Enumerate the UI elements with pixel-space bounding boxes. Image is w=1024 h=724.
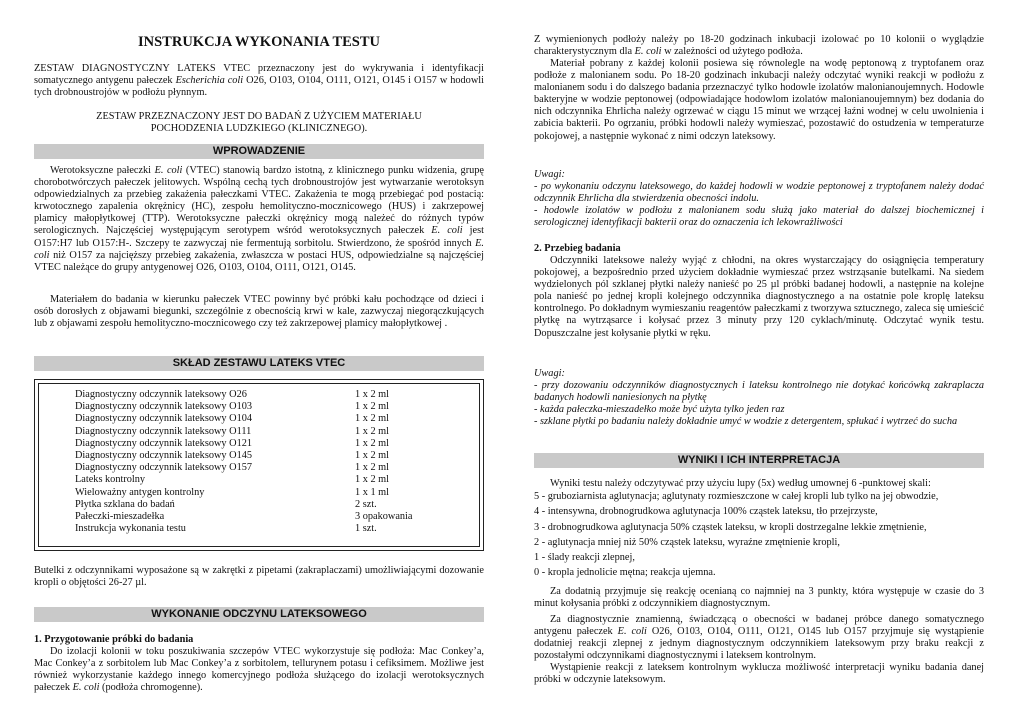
kit-item-row [75,499,455,512]
kit-item-name: Pałeczki-mieszadełka [75,511,165,522]
positive-criteria: Za dodatnią przyjmuje się reakcję ocenianą co najmniej na 3 punkty, która występuje w czasie do 3 minut kołysania próbki z odczynnikiem diagnostycznym. [534,586,984,610]
scale-item: 5 - gruboziarnista aglutynacja; aglutynaty rozmieszczone w całej kropli lub tylko na jej obwodzie, [534,491,939,502]
kit-item-quantity: 3 opakowania [355,511,413,522]
kit-item-row [75,511,455,524]
bottles-note: Butelki z odczynnikami wyposażone są w zakrętki z pipetami (zakraplaczami) umożliwiającymi dozowanie kropli o objętości 26-27 µl. [34,565,484,589]
scale-item: 2 - aglutynacja mniej niż 50% cząstek lateksu, wyraźne zmętnienie kropli, [534,536,840,548]
note-1a: - po wykonaniu odczynu lateksowego, do każdej hodowli w wodzie peptonowej z tryptofanem należy dodać odczynnik Ehrlicha dla stwierdzenia obecności indolu. [534,181,984,205]
kit-item-row [75,401,455,414]
note-2b: - każda pałeczka-mieszadełko może być użyta tylko jeden raz [534,404,785,415]
control-note: Wystąpienie reakcji z lateksem kontrolnym wyklucza możliwość interpretacji wyniku badania danej próbki w odczynie lateksowym. [534,662,984,686]
notes-label-1: Uwagi: [534,169,565,180]
kit-item-row [75,438,455,451]
section-header-kit: SKŁAD ZESTAWU LATEKS VTEC [34,356,484,371]
kit-item-name: Diagnostyczny odczynnik lateksowy O157 [75,462,253,474]
kit-item-name: Lateks kontrolny [75,474,146,486]
procedure-paragraph: Odczynniki lateksowe należy wyjąć z chłodni, na okres wystarczający do osiągnięcia temperatury pokojowej, a bezpośrednio przed użyciem dokładnie wymieszać przez wstrząsanie butelkami. Na siedem wydzielonych pól szklanej płytki należy nanieść po 25 µl próbki badanej hodowli, a następnie na kolejne pola nanieść po jednej kropli kolejnego odczynnika diagnostycznego a na ostatnie pole kroplę lateksu kontrolnego. Po dokładnym wymieszaniu reagentów pałeczkami z tworzywa sztucznego, zaleca się umieścić płytkę na wytrząsarce i kołysać przez 3 minuty przy 120 cyklach/minutę. Odczytać wynik testu. Dopuszczalne jest kołysanie płytki w ręku. [534,255,984,339]
kit-item-row [75,462,455,475]
scale-item: 0 - kropla jednolicie mętna; reakcja ujemna. [534,567,716,579]
right-paragraph-1: Z wymienionych podłoży należy po 18-20 godzinach inkubacji izolować po 10 kolonii o wyglądzie charakterystycznym dla E. coli w zależności od użytego podłoża. [534,34,984,58]
diagnostic-criteria: Za diagnostycznie znamienną, świadczącą o obecności w badanej próbce danego somatycznego antygenu pałeczek E. coli O26, O103, O104, O111, O121, O145 lub O157 przyjmuje się wystąpienie dodatniej reakcji zlepnej z jednym diagnostycznym odczynnikiem lateksowym przy braku reakcji z pozostałymi odczynnikami diagnostycznymi i lateksem kontrolnym. [534,614,985,662]
intro-paragraph-1: Werotoksyczne pałeczki E. coli (VTEC) stanowią bardzo istotną, z klinicznego punku widzenia, grupę chorobotwórczych pałeczek jelitowych. Wspólną cechą tych drobnoustrojów jest wytwarzanie werotoksyn odpowiedzialnych za przebieg zakażenia pałeczkami VTEC. Zakażenia te mogą przebiegać pod postacią: krwotocznego zapalenia okrężnicy (HC), zespołu hemolityczno-mocznicowego (HUS) i zakrzepowej plamicy małopłytkowej (TTP). Werotoksyczne pałeczki okrężnicy mogą należeć do różnych typów serologicznych. Najczęściej występującym serotypem wśród werotoksycznych pałeczek E. coli jest O157:H7 lub O157:H-. Szczepy te zazwyczaj nie fermentują sorbitolu. Stwierdzono, że spośród innych E. coli niż O157 za najcięższy przebieg zakażenia, zwłaszcza w postaci HUS, odpowiedzialne są najczęściej VTEC należące do grupy antygenowej O26, O103, O104, O111, O121, O145. [34,165,484,273]
results-intro: Wyniki testu należy odczytywać przy użyciu lupy (5x) według umownej 6 -punktowej skali: [550,478,931,489]
scale-item: 4 - intensywna, drobnogrudkowa aglutynacja 100% cząstek lateksu, tło przejrzyste, [534,506,878,518]
kit-item-quantity: 1 x 2 ml [355,450,390,461]
kit-item-name: Diagnostyczny odczynnik lateksowy O104 [75,413,253,425]
kit-item-name: Diagnostyczny odczynnik lateksowy O145 [75,450,253,461]
section-header-results: WYNIKI I ICH INTERPRETACJA [534,453,984,468]
scale-item: 3 - drobnogrudkowa aglutynacja 50% cząstek lateksu, w kropli dostrzegalne lekkie zmętnienie, [534,521,927,533]
subsection-sample-prep: 1. Przygotowanie próbki do badania [34,634,194,645]
kit-item-quantity: 1 x 2 ml [355,401,390,413]
section-header-perform: WYKONANIE ODCZYNU LATEKSOWEGO [34,607,484,622]
kit-item-name: Diagnostyczny odczynnik lateksowy O103 [75,401,253,413]
kit-item-name: Płytka szklana do badań [75,498,175,510]
kit-item-quantity: 1 x 2 ml [355,437,390,449]
kit-item-row [75,413,455,426]
note-2c: - szklane płytki po badaniu należy dokładnie umyć w wodzie z detergentem, spłukać i wytrzeć do sucha [534,416,958,427]
kit-item-quantity: 1 x 1 ml [355,486,390,498]
kit-item-quantity: 1 szt. [355,523,377,535]
kit-item-row [75,523,455,536]
kit-item-name: Instrukcja wykonania testu [75,523,186,535]
kit-item-name: Diagnostyczny odczynnik lateksowy O121 [75,437,253,449]
kit-item-name: Diagnostyczny odczynnik lateksowy O111 [75,425,252,437]
scale-item: 1 - ślady reakcji zlepnej, [534,552,635,564]
kit-contents-box [34,379,484,551]
warning-text: ZESTAW PRZEZNACZONY JEST DO BADAŃ Z UŻYCIEM MATERIAŁU POCHODZENIA LUDZKIEGO (KLINICZNEGO). [96,111,422,135]
kit-item-row [75,389,455,402]
intro-paragraph-2: Materiałem do badania w kierunku pałeczek VTEC powinny być próbki kału pochodzące od dzieci i osób dorosłych z objawami biegunki, szczególnie z obecnością krwi w kale, zazwyczaj niegorączkujących lub z objawami zespołu hemolityczno-mocznicowego czy też zakrzepowej plamicy małopłytkowej . [34,294,484,330]
kit-item-row [75,487,455,500]
section-header-intro: WPROWADZENIE [34,144,484,159]
note-2a: - przy dozowaniu odczynników diagnostycznych i lateksu kontrolnego nie dotykać końcówką zakraplacza badanych hodowli naniesionych na płytkę [534,380,984,404]
kit-item-quantity: 2 szt. [355,498,377,510]
note-1b: - hodowle izolatów w podłożu z malonianem sodu służą jako materiał do dalszej biochemicznej i serologicznej identyfikacji bakterii oraz do oznaczenia ich lekowrażliwości [534,205,984,229]
notes-label-2: Uwagi: [534,368,565,379]
kit-item-row [75,450,455,463]
sample-prep-paragraph: Do izolacji kolonii w toku poszukiwania szczepów VTEC wykorzystuje się podłoża: Mac Conkey’a, Mac Conkey’a z sorbitolem lub Mac Conkey’a z sorbitolem, tellurynem potasu i cefiksimem. Możliwe jest również wykorzystanie każdego innego komercyjnego podłoża służącego do izolacji werotoksycznych pałeczek E. coli (podłoża chromogenne). [34,646,484,694]
kit-item-name: Diagnostyczny odczynnik lateksowy O26 [75,389,247,400]
kit-item-quantity: 1 x 2 ml [355,474,390,486]
document-title: INSTRUKCJA WYKONANIA TESTU [138,34,380,50]
subsection-procedure: 2. Przebieg badania [534,243,621,254]
kit-item-quantity: 1 x 2 ml [355,413,390,425]
kit-item-quantity: 1 x 2 ml [355,425,390,437]
kit-item-name: Wieloważny antygen kontrolny [75,486,205,498]
intro-paragraph: ZESTAW DIAGNOSTYCZNY LATEKS VTEC przeznaczony jest do wykrywania i identyfikacji somatycznego antygenu pałeczek Escherichia coli O26, O103, O104, O111, O121, O145 i O157 w hodowli tych drobnoustrojów w podłożu płynnym. [34,63,484,99]
kit-item-quantity: 1 x 2 ml [355,462,390,474]
right-paragraph-2: Materiał pobrany z każdej kolonii posiewa się równolegle na wodę peptonową z tryptofanem oraz podłoże z malonianem sodu. Po 18-20 godzinach inkubacji należy odczytać wyniki reakcji w podłożu z malonianem sodu i do dalszego badania przeznaczyć tylko hodowle izolatów malonianoujemnych. Hodowle bakteryjne w wodzie peptonowej (odpowiadające hodowlom izolatów malonianoujemnym) bez dodania do nich odczynnika Ehrlicha należy ogrzewać w ciągu 15 minut we wrzącej łaźni wodnej w celu uwolnienia i zabicia bakterii. Po ogrzaniu, próbki hodowli należy wymieszać, pozostawić do ostudzenia w temperaturze pokojowej, a następnie wykonać z nimi odczyn lateksowy. [534,58,984,142]
scale-list [534,491,984,583]
kit-item-quantity: 1 x 2 ml [355,389,390,400]
kit-item-row [75,474,455,487]
kit-item-row [75,426,455,439]
